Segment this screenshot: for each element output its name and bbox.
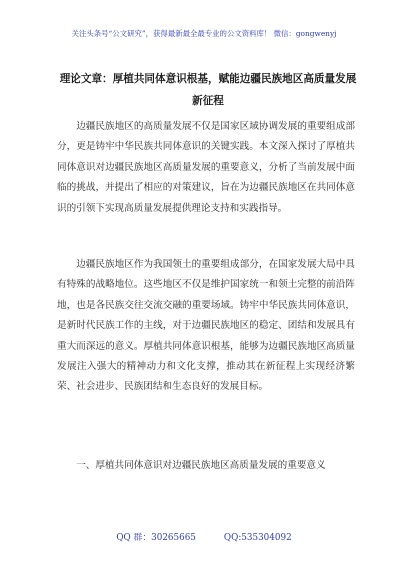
document-title: 理论文章：厚植共同体意识根基，赋能边疆民族地区高质量发展新征程 (59, 73, 357, 107)
footer-contact (0, 530, 408, 543)
footer-qq: QQ:535304092 (223, 533, 292, 543)
header-banner: 关注头条号“公文研究”，获得最新最全最专业的公文资料库！ 微信：gongwenyj (71, 29, 337, 38)
footer-qq-group: QQ 群：30265665 (116, 533, 196, 543)
paragraph-2: 边疆民族地区作为我国领土的重要组成部分，在国家发展大局中具有特殊的战略地位。这些地区不仅是维护国家统一和领土完整的前沿阵地，也是各民族交往交流交融的重要场域。铸牢中华民族共同体意识，是新时代民族工作的主线，对于边疆民族地区的稳定、团结和发展具有重大而深远的意义。厚植共同体意识根基，能够为边疆民族地区高质量发展注入强大的精神动力和文化支撑，推动其在新征程上实现经济繁荣、社会进步、民族团结和生态良好的发展目标。 (57, 259, 355, 393)
paragraph-1: 边疆民族地区的高质量发展不仅是国家区域协调发展的重要组成部分，更是铸牢中华民族共同体意识的关键实践。本文深入探讨了厚植共同体意识对边疆民族地区高质量发展的重要意义，分析了当前发展中面临的挑战，并提出了相应的对策建议，旨在为边疆民族地区在共同体意识的引领下实现高质量发展提供理论支持和实践指导。 (57, 121, 355, 214)
section-heading-1: 一、厚植共同体意识对边疆民族地区高质量发展的重要意义 (76, 460, 326, 471)
